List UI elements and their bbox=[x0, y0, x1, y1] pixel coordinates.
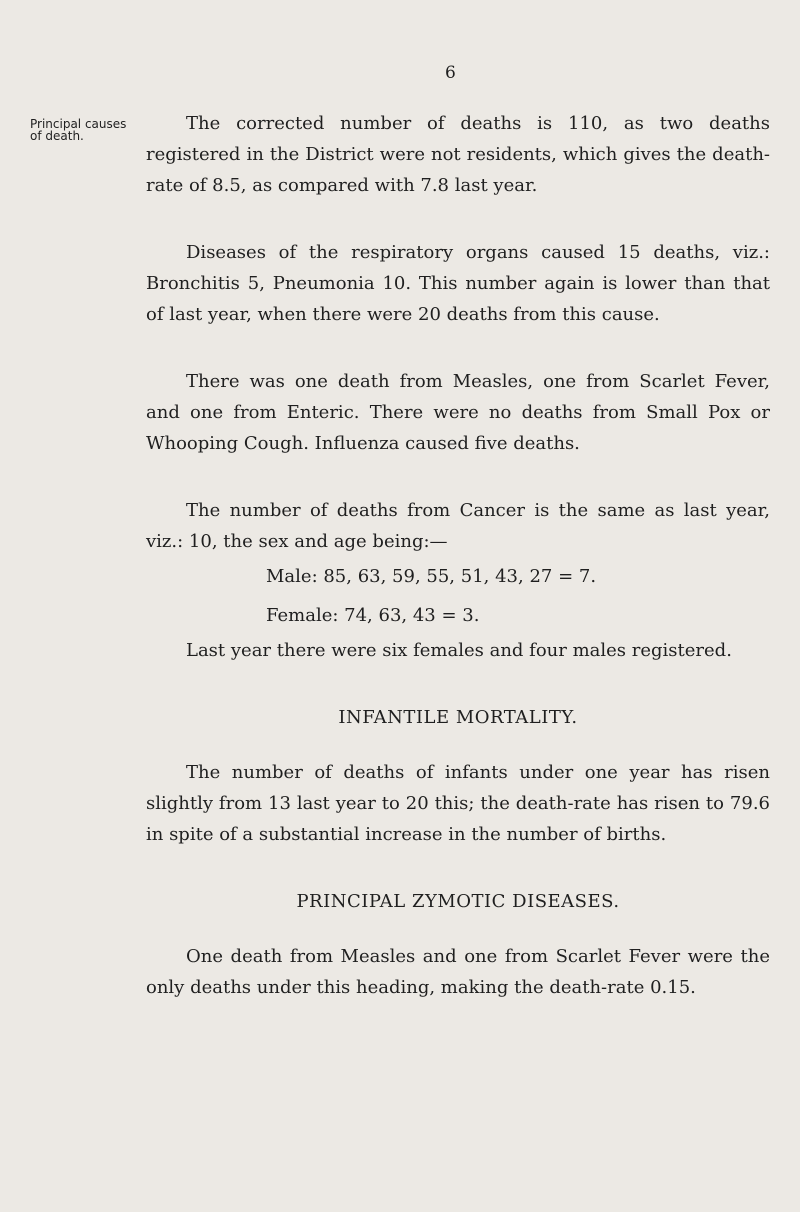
male-ages-line: Male: 85, 63, 59, 55, 51, 43, 27 = 7. bbox=[266, 566, 597, 587]
female-ages-line: Female: 74, 63, 43 = 3. bbox=[266, 605, 480, 626]
paragraph-infectious: There was one death from Measles, one from Scarlet Fever, and one from Enteric. There were no deaths from Small Pox or Whooping Cough. Influenza caused five deaths. bbox=[146, 371, 770, 454]
paragraph-infantile-mortality: The number of deaths of infants under one year has risen slightly from 13 last year to 20 this; the death-rate has risen to 79.6 in spite of a substantial increase in the number of births. bbox=[146, 762, 770, 845]
heading-infantile-mortality: INFANTILE MORTALITY. bbox=[338, 707, 578, 728]
page-number: 6 bbox=[445, 63, 456, 83]
paragraph-last-year: Last year there were six females and four males registered. bbox=[186, 640, 732, 661]
heading-zymotic-diseases: PRINCIPAL ZYMOTIC DISEASES. bbox=[296, 891, 620, 912]
paragraph-respiratory: Diseases of the respiratory organs caused 15 deaths, viz.: Bronchitis 5, Pneumonia 10. This number again is lower than that of last year, when there were 20 deaths from this cause. bbox=[146, 242, 770, 325]
paragraph-zymotic-diseases: One death from Measles and one from Scarlet Fever were the only deaths under this heading, making the death-rate 0.15. bbox=[146, 946, 770, 998]
margin-note: Principal causes of death. bbox=[30, 117, 127, 143]
document-body bbox=[146, 108, 770, 1003]
paragraph-cancer: The number of deaths from Cancer is the same as last year, viz.: 10, the sex and age being:— bbox=[146, 500, 770, 552]
paragraph-death-rate: The corrected number of deaths is 110, as two deaths registered in the District were not residents, which gives the death-rate of 8.5, as compared with 7.8 last year. bbox=[146, 113, 770, 196]
